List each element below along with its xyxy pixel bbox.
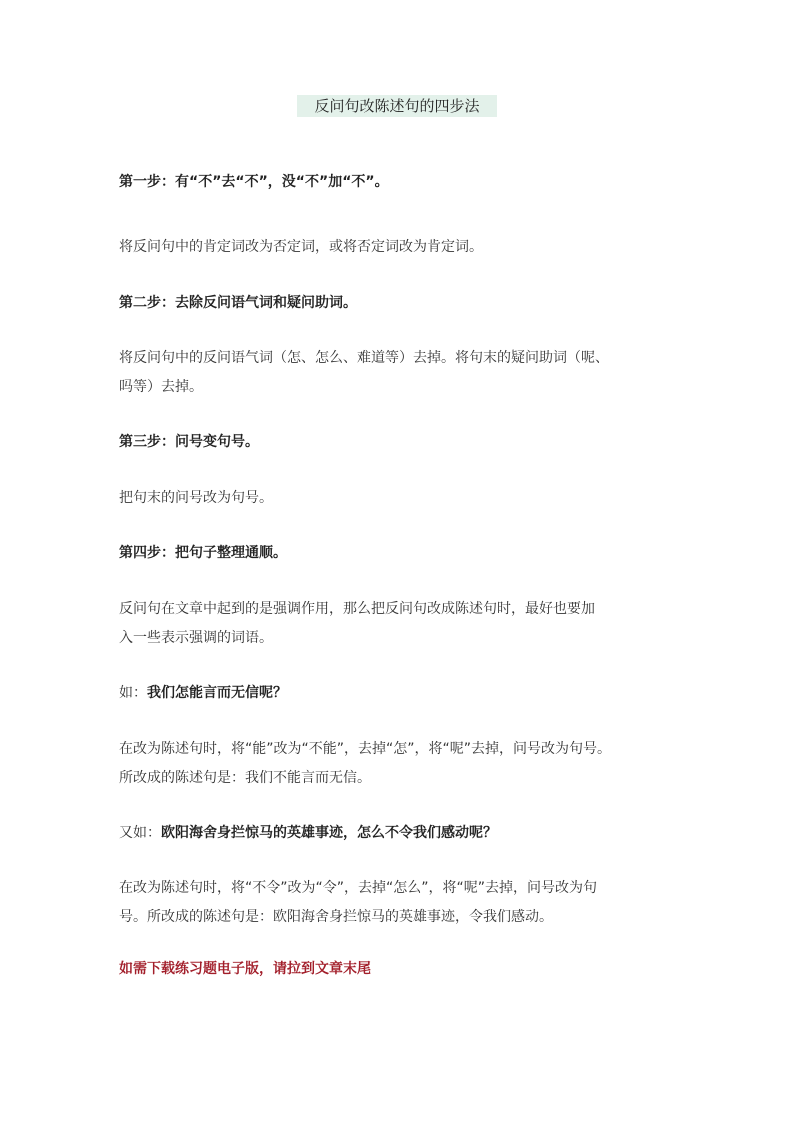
step4-body-line2: 入一些表示强调的词语。: [119, 630, 273, 646]
step4-body-line1: 反问句在文章中起到的是强调作用，那么把反问句改成陈述句时，最好也要加: [119, 601, 595, 617]
step3-body: 把句末的问号改为句号。: [119, 490, 273, 506]
example2-explain-line1: 在改为陈述句时，将“不令”改为“令”，去掉“怎么”，将“呢”去掉，问号改为句: [119, 880, 598, 896]
example2-prefix: 又如：: [119, 825, 161, 841]
step4-heading: 第四步：把句子整理通顺。: [119, 545, 287, 561]
example1-line: [119, 683, 287, 703]
example1-explain-line2: 所改成的陈述句是：我们不能言而无信。: [119, 770, 371, 786]
step2-heading: 第二步：去除反问语气词和疑问助词。: [119, 295, 357, 311]
footer-note: 如需下载练习题电子版，请拉到文章末尾: [119, 961, 371, 977]
step1-heading: 第一步：有“不”去“不”，没“不”加“不”。: [119, 174, 389, 190]
example2-line: [119, 823, 497, 843]
example2-explain-line2: 号。所改成的陈述句是：欧阳海舍身拦惊马的英雄事迹，令我们感动。: [119, 909, 553, 925]
page-title: 反问句改陈述句的四步法: [297, 95, 497, 117]
example1-sentence: 我们怎能言而无信呢？: [147, 685, 287, 701]
step3-heading: 第三步：问号变句号。: [119, 434, 259, 450]
step2-body-line2: 吗等）去掉。: [119, 379, 203, 395]
example2-sentence: 欧阳海舍身拦惊马的英雄事迹，怎么不令我们感动呢？: [161, 825, 497, 841]
example1-prefix: 如：: [119, 685, 147, 701]
step1-body: 将反问句中的肯定词改为否定词，或将否定词改为肯定词。: [119, 239, 483, 255]
example1-explain-line1: 在改为陈述句时，将“能”改为“不能”，去掉“怎”，将“呢”去掉，问号改为句号。: [119, 741, 612, 757]
step2-body-line1: 将反问句中的反问语气词（怎、怎么、难道等）去掉。将句末的疑问助词（呢、: [119, 350, 609, 366]
